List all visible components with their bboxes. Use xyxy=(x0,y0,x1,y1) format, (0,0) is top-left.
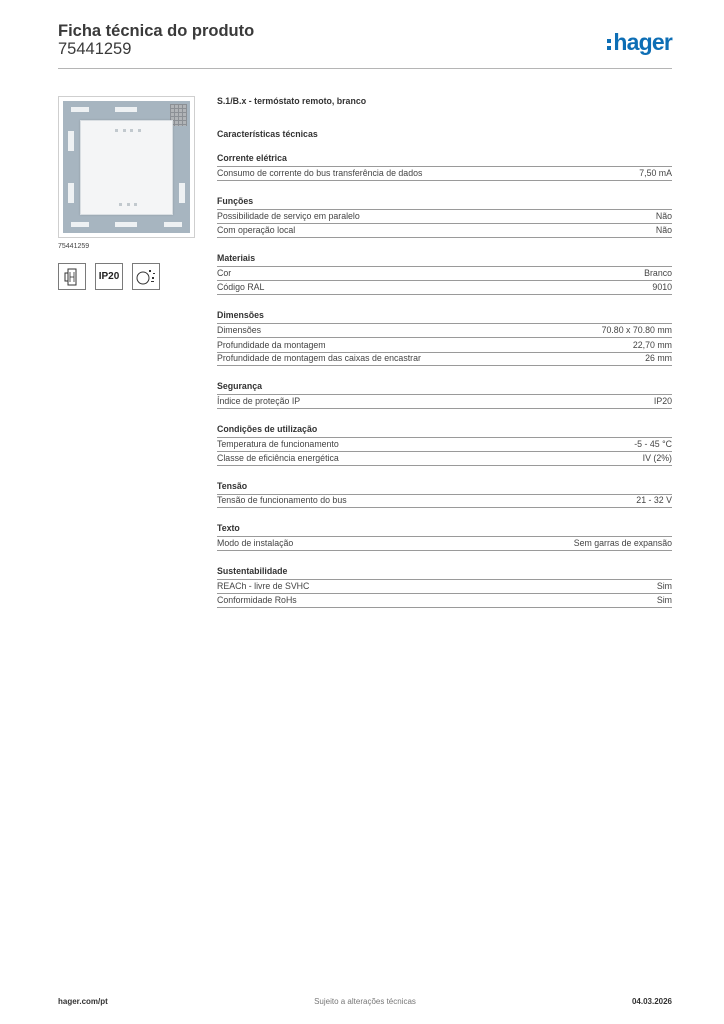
spec-section xyxy=(217,523,672,551)
page-footer xyxy=(58,997,672,1009)
header-divider xyxy=(58,68,672,69)
spec-label: Consumo de corrente do bus transferência de dados xyxy=(217,167,423,178)
section-title: Materiais xyxy=(217,252,256,263)
spec-section xyxy=(217,310,672,367)
page-header xyxy=(58,22,672,70)
spec-section xyxy=(217,381,672,409)
thermostat-device xyxy=(80,120,173,215)
spec-row xyxy=(217,536,672,551)
spec-section xyxy=(217,424,672,466)
spec-value: Sem garras de expansão xyxy=(573,537,672,548)
spec-label: Com operação local xyxy=(217,224,296,235)
spec-value: IV (2%) xyxy=(642,452,672,463)
spec-row xyxy=(217,166,672,181)
ip-rating-icon xyxy=(95,263,123,290)
section-title: Sustentabilidade xyxy=(217,565,288,576)
spec-label: Conformidade RoHs xyxy=(217,594,297,605)
spec-label: Código RAL xyxy=(217,281,265,292)
spec-label: Cor xyxy=(217,268,232,278)
spec-section xyxy=(217,196,672,238)
temperature-range-icon xyxy=(132,263,160,290)
spec-value: 70.80 x 70.80 mm xyxy=(601,325,672,335)
spec-value: IP20 xyxy=(653,395,672,406)
page-title: Ficha técnica do produto xyxy=(58,22,255,40)
spec-label: Possibilidade de serviço em paralelo xyxy=(217,211,360,221)
spec-value: 21 - 32 V xyxy=(636,495,672,505)
spec-label: Dimensões xyxy=(217,325,262,335)
spec-label: Temperatura de funcionamento xyxy=(217,439,339,449)
feature-icons xyxy=(58,263,160,290)
spec-row xyxy=(217,352,672,367)
spec-row xyxy=(217,494,672,509)
spec-value: Não xyxy=(655,211,672,221)
spec-row xyxy=(217,437,672,452)
spec-section xyxy=(217,253,672,295)
hager-logo xyxy=(607,30,672,54)
spec-content xyxy=(217,96,672,608)
section-title: Segurança xyxy=(217,381,262,391)
spec-row xyxy=(217,266,672,281)
spec-value: 26 mm xyxy=(645,353,672,363)
product-name: S.1/B.x - termóstato remoto, branco xyxy=(217,96,367,106)
spec-value: 9010 xyxy=(652,281,672,292)
spec-label: Classe de eficiência energética xyxy=(217,452,339,463)
spec-value: Sim xyxy=(656,581,672,591)
spec-row xyxy=(217,280,672,295)
spec-row xyxy=(217,394,672,409)
product-number: 75441259 xyxy=(58,40,132,58)
spec-value: Sim xyxy=(656,594,672,605)
section-title: Funções xyxy=(217,195,254,206)
tech-heading: Características técnicas xyxy=(217,129,318,139)
spec-label: Profundidade da montagem xyxy=(217,339,326,350)
spec-section xyxy=(217,153,672,181)
spec-label: Modo de instalação xyxy=(217,537,294,548)
logo-text: hager xyxy=(613,29,672,55)
spec-label: Tensão de funcionamento do bus xyxy=(217,495,347,505)
installation-depth-icon xyxy=(58,263,86,290)
spec-row xyxy=(217,337,672,352)
section-title: Corrente elétrica xyxy=(217,153,287,163)
spec-value: 7,50 mA xyxy=(639,167,672,178)
spec-section xyxy=(217,481,672,509)
ip-rating-label: IP20 xyxy=(98,271,120,282)
spec-row xyxy=(217,223,672,238)
spec-row xyxy=(217,323,672,338)
spec-label: Índice de proteção IP xyxy=(217,395,301,406)
logo-dots-icon xyxy=(607,39,611,50)
spec-value: Não xyxy=(655,224,672,235)
section-title: Dimensões xyxy=(217,309,264,320)
footer-date: 04.03.2026 xyxy=(631,997,672,1006)
section-title: Condições de utilização xyxy=(217,423,318,434)
spec-value: Branco xyxy=(644,268,672,278)
spec-row xyxy=(217,209,672,224)
spec-value: -5 - 45 °C xyxy=(634,439,672,449)
spec-row xyxy=(217,451,672,466)
spec-label: REACh - livre de SVHC xyxy=(217,581,310,591)
footer-notice: Sujeito a alterações técnicas xyxy=(314,997,416,1006)
spec-value: 22,70 mm xyxy=(632,339,672,350)
section-title: Texto xyxy=(217,523,240,533)
spec-row xyxy=(217,579,672,594)
footer-website-link[interactable]: hager.com/pt xyxy=(58,997,108,1006)
product-image xyxy=(58,96,195,238)
section-title: Tensão xyxy=(217,480,248,491)
mounting-plate xyxy=(63,101,190,233)
spec-row xyxy=(217,593,672,608)
image-caption: 75441259 xyxy=(58,243,90,250)
spec-label: Profundidade de montagem das caixas de encastrar xyxy=(217,353,421,363)
spec-section xyxy=(217,566,672,608)
